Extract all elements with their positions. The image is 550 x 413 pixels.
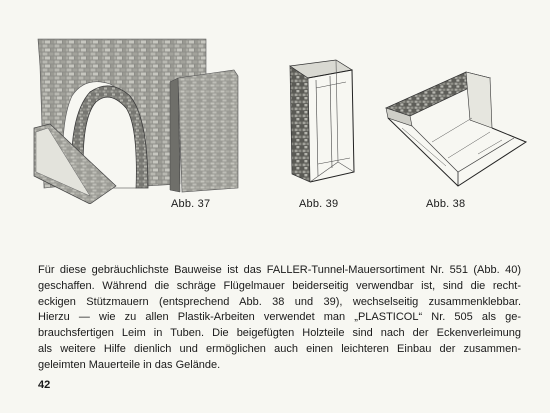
text-line: geschaffen. Während die schräge Flügelmauer beiderseitig verwendbar ist, sind die recht-	[38, 279, 521, 292]
body-paragraph	[38, 263, 521, 374]
text-line: brauchsfertigen Leim in Tuben. Die beigefügten Holzteile sind nach der Eckenverleimung	[38, 327, 521, 340]
text-line: als weitere Hilfe dienlich und ermöglichen auch einen leichteren Einbau der zusammen-	[38, 342, 521, 355]
figure-tunnel-portal	[30, 36, 245, 204]
text-line: Hierzu — wie zu allen Plastik-Arbeiten verwendet man „PLASTICOL“ Nr. 505 als ge-	[38, 311, 521, 324]
text-line: eckigen Stützmauern (entsprechend Abb. 38 und 39), wechselseitig zusammenklebbar.	[38, 295, 521, 308]
text-line: Für diese gebräuchlichste Bauweise ist das FALLER-Tunnel-Mauersortiment Nr. 551 (Abb. 40)	[38, 264, 521, 276]
figure-caption: Abb. 37	[171, 198, 211, 210]
text-line: geleimten Mauerteile in das Gelände.	[38, 358, 221, 371]
figure-caption: Abb. 39	[299, 198, 339, 210]
figure-caption: Abb. 38	[426, 198, 466, 210]
page-number: 42	[38, 379, 51, 391]
figure-upright-wall-box	[286, 58, 358, 190]
figure-horizontal-wall-box	[382, 70, 528, 194]
